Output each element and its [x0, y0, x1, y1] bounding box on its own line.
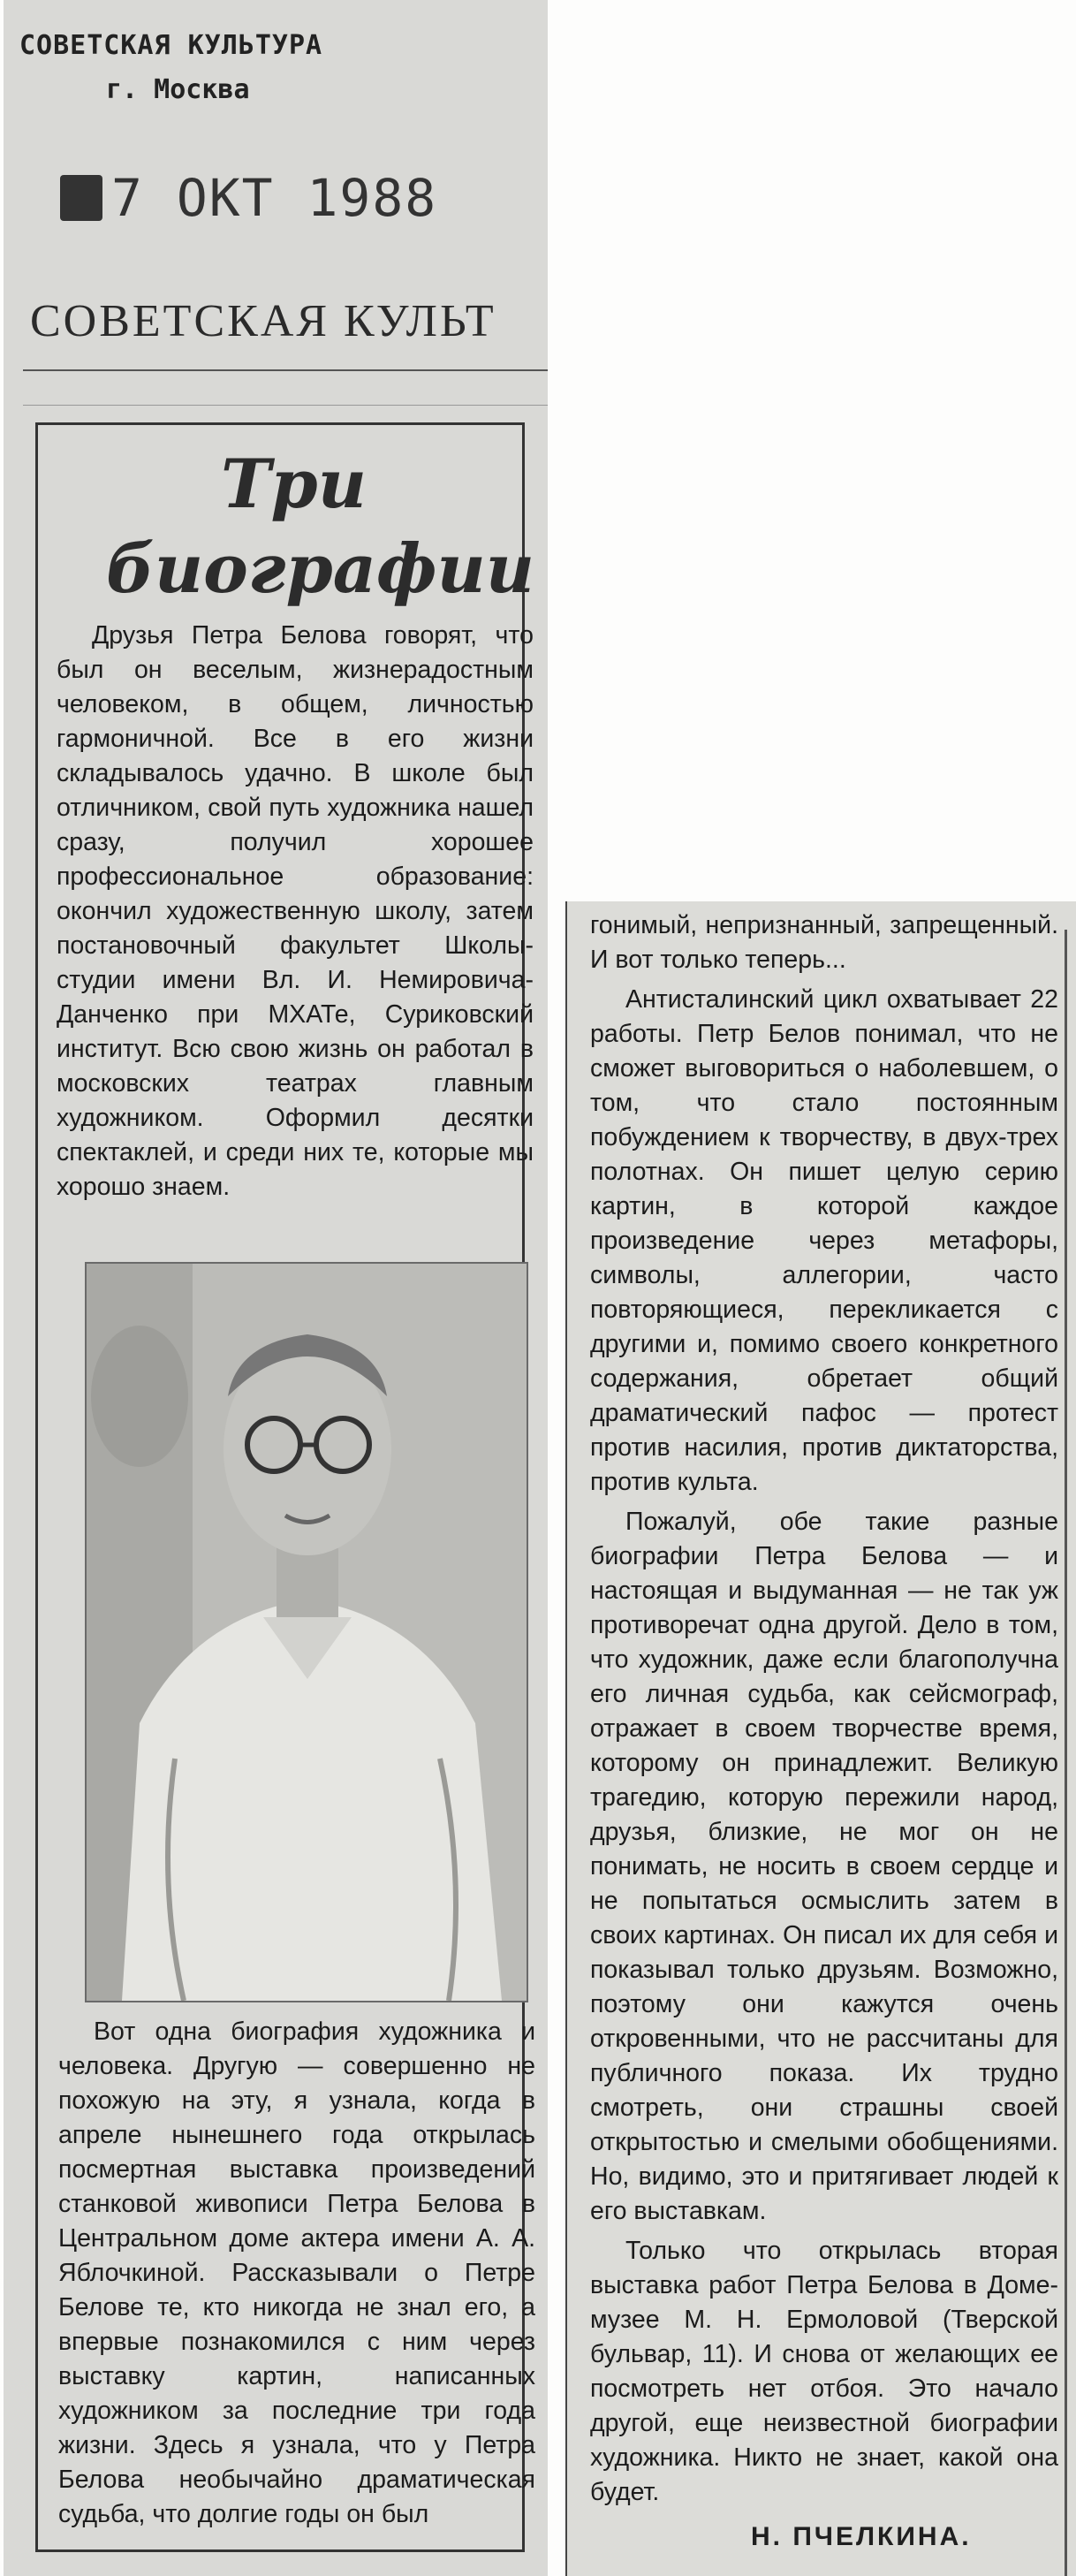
stamp-date	[60, 168, 437, 228]
portrait-figure-icon	[87, 1264, 527, 2001]
article-column-a	[57, 619, 534, 1204]
portrait-photo	[85, 1262, 528, 2002]
ink-blot-icon	[60, 175, 102, 221]
article-title-line1: Три	[221, 445, 367, 523]
stamp-date-text: 7 ОКТ 1988	[111, 168, 438, 228]
article-column-b	[58, 2015, 535, 2532]
article-title-line2: биографии	[106, 529, 535, 608]
newspaper-masthead: СОВЕТСКАЯ КУЛЬТ	[30, 296, 496, 346]
paragraph: Только что открылась вторая выставка работ Петра Белова в Доме-музее М. Н. Ермоловой (Тверской бульвар, 11). И снова от желающих ее посмотреть нет отбоя. Это начало другой, еще неизвестной биографии художника. Никто не знает, какой она будет.	[590, 2237, 1058, 2506]
article-title	[71, 442, 535, 612]
paragraph: гонимый, непризнанный, запрещенный. И вот только теперь...	[590, 911, 1058, 974]
paragraph: Антисталинский цикл охватывает 22 работы. Петр Белов понимал, что не сможет выговориться о наболевшем, о том, что стало постоянным побуждением к творчеству, в двух-трех полотнах. Он пишет целую серию картин, в которой каждое произведение через метафоры, символы, аллегории, часто повторяющиеся, перекликается с другими и, помимо своего конкретного содержания, обретает общий драматический пафос — протест против насилия, против диктаторства, против культа.	[590, 985, 1058, 1496]
masthead-rule	[23, 369, 548, 371]
column-rule-right	[1065, 930, 1067, 2576]
stamp-source: СОВЕТСКАЯ КУЛЬТУРА	[19, 30, 323, 61]
paragraph: Вот одна биография художника и человека. Другую — совершенно не похожую на эту, я узнала, когда в апреле нынешнего года открылась посмертная выставка произведений станковой живописи Петра Белова в Центральном доме актера имени А. А. Яблочкиной. Рассказывали о Петре Белове те, кто никогда не знал его, а впервые познакомился с ним через выставку картин, написанных художником за последние три года жизни. Здесь я узнала, что у Петра Белова необычайно драматическая судьба, что долгие годы он был	[58, 2017, 535, 2528]
paragraph: Друзья Петра Белова говорят, что был он веселым, жизнерадостным человеком, в общем, личностью гармоничной. Все в его жизни складывалось удачно. В школе был отличником, свой путь художника нашел сразу, получил хорошее профессиональное образование: окончил художественную школу, затем постановочный факультет Школы-студии имени Вл. И. Немировича-Данченко при МХАТе, Суриковский институт. Всю свою жизнь он работал в московских театрах главным художником. Оформил десятки спектаклей, и среди них те, которые мы хорошо знаем.	[57, 621, 534, 1201]
masthead-rule-thin	[23, 405, 548, 406]
stamp-city: г. Москва	[106, 74, 250, 105]
paragraph: Пожалуй, обе такие разные биографии Петра Белова — и настоящая и выдуманная — не так уж противоречат одна другой. Дело в том, что художник, даже если благополучна его личная судьба, как сейсмограф, отражает в своем творчестве время, которому он принадлежит. Великую трагедию, которую пережили народ, друзья, близкие, не мог он не понимать, не носить в своем сердце и не попытаться осмыслить затем в своих картинах. Он писал их для себя и показывал только друзьям. Возможно, поэтому они кажутся очень откровенными, что не рассчитаны для публичного показа. Их трудно смотреть, они страшны своей открытостью и смелыми обобщениями. Но, видимо, это и притягивает людей к его выставкам.	[590, 1508, 1058, 2225]
article-column-c	[590, 908, 1058, 2510]
author-signature: Н. ПЧЕЛКИНА.	[751, 2522, 972, 2551]
column-rule-left	[565, 901, 567, 2576]
